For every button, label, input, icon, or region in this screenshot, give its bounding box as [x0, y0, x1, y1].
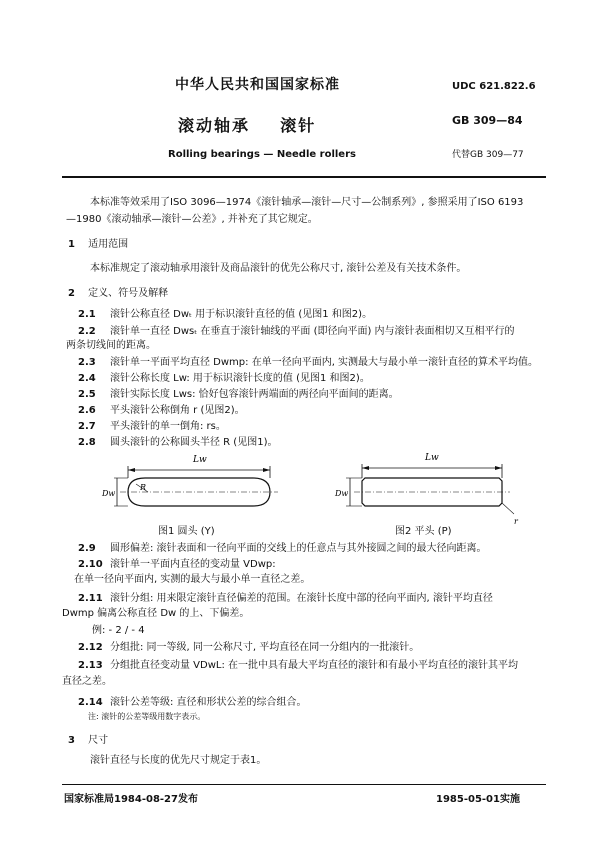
section-1-heading: [68, 238, 128, 251]
def-2-4: 2.4 滚针公称长度 Lw: 用于标识滚针长度的值 (见图1 和图2)。: [78, 373, 370, 384]
def-2-11-cont: Dwmp 偏离公称直径 Dw 的上、下偏差。: [62, 608, 250, 619]
def-2-6: 2.6 平头滚针公称倒角 r (见图2)。: [78, 405, 245, 416]
def-2-3: 2.3 滚针单一平面平均直径 Dwmp: 在单一径向平面内, 实测最大与最小单一滚针直径的算术平均值。: [78, 357, 539, 368]
section-2-title: 定义、符号及解释: [88, 288, 169, 299]
section-1-text: 本标准规定了滚动轴承用滚针及商品滚针的优先公称尺寸, 滚针公差及有关技术条件。: [90, 263, 467, 274]
fig2-dia-label: Dw: [335, 489, 349, 498]
figure-1-roller: [114, 466, 278, 506]
standard-title-en: Rolling bearings — Needle rollers: [168, 149, 356, 160]
issue-date: 国家标准局1984-08-27发布: [64, 794, 198, 805]
intro-line-2: —1980《滚动轴承—滚针—公差》, 并补充了其它规定。: [66, 214, 318, 225]
def-2-14: 2.14 滚针公差等级: 直径和形状公差的综合组合。: [78, 697, 307, 708]
section-3-heading: [68, 734, 108, 747]
gb-number: GB 309—84: [452, 114, 523, 127]
standard-title-cn: 滚动轴承 滚针: [178, 116, 317, 135]
def-2-11: 2.11 滚针分组: 用来限定滚针直径偏差的范围。在滚针长度中部的径向平面内, 滚针平均直径: [78, 593, 493, 604]
def-2-8: 2.8 圆头滚针的公称圆头半径 R (见图1)。: [78, 437, 278, 448]
def-2-12: 2.12 分组批: 同一等级, 同一公称尺寸, 平均直径在同一分组内的一批滚针。: [78, 642, 420, 653]
fig1-dia-label: Dw: [102, 489, 116, 498]
figure-2-caption: 图2 平头 (P): [395, 526, 452, 537]
fig1-len-label: Lw: [193, 455, 207, 465]
def-2-9: 2.9 圆形偏差: 滚针表面和一径向平面的交线上的任意点与其外接圆之间的最大径向距离。: [78, 543, 487, 554]
fig2-r-label: r: [514, 517, 518, 526]
section-2-number: 2: [68, 288, 75, 299]
replaces-note: 代替GB 309—77: [452, 150, 524, 160]
definitions-list: [66, 308, 558, 448]
footer-rule: [62, 784, 546, 785]
figure-2-roller: [346, 464, 514, 514]
section-2-heading: [68, 287, 168, 300]
def-2-10-cont: 在单一径向平面内, 实测的最大与最小单一直径之差。: [74, 574, 311, 585]
def-2-5: 2.5 滚针实际长度 Lws: 恰好包容滚针两端面的两径向平面间的距离。: [78, 389, 399, 400]
def-2-11-example: 例: - 2 / - 4: [92, 625, 145, 636]
definitions-list-2: [62, 542, 558, 712]
section-1-number: 1: [68, 239, 75, 250]
section-3-title: 尺寸: [88, 735, 109, 746]
fig2-chamfer-leader: [502, 503, 514, 514]
section-1-title: 适用范围: [88, 239, 129, 250]
def-2-7: 2.7 平头滚针的单一倒角: rs。: [78, 421, 226, 432]
section-3-number: 3: [68, 735, 75, 746]
fig1-r-label: R: [140, 483, 147, 492]
country-title: 中华人民共和国国家标准: [175, 77, 340, 93]
tolerance-note: 注: 滚针的公差等级用数字表示。: [88, 712, 206, 721]
def-2-1: 2.1 滚针公称直径 Dwₜ 用于标识滚针直径的值 (见图1 和图2)。: [78, 309, 373, 320]
fig2-len-label: Lw: [425, 453, 439, 463]
udc-code: UDC 621.822.6: [452, 81, 536, 92]
section-3-text: 滚针直径与长度的优先尺寸规定于表1。: [90, 755, 267, 766]
effective-date: 1985-05-01实施: [436, 794, 520, 805]
header-rule: [62, 176, 546, 178]
figure-1-caption: 图1 圆头 (Y): [158, 526, 215, 537]
def-2-2: 2.2 滚针单一直径 Dwsₜ 在垂直于滚针轴线的平面 (即径向平面) 内与滚针表面相切又互相平行的: [78, 326, 515, 337]
def-2-2-cont: 两条切线间的距离。: [66, 340, 156, 351]
def-2-10: 2.10 滚针单一平面内直径的变动量 VDwp:: [78, 559, 276, 570]
def-2-13-cont: 直径之差。: [62, 676, 112, 687]
def-2-13: 2.13 分组批直径变动量 VDwL: 在一批中具有最大平均直径的滚针和有最小平均直径的滚针其平均: [78, 660, 519, 671]
intro-line-1: 本标准等效采用了ISO 3096—1974《滚针轴承—滚针—尺寸—公制系列》, 参照采用了ISO 6193: [90, 197, 524, 208]
